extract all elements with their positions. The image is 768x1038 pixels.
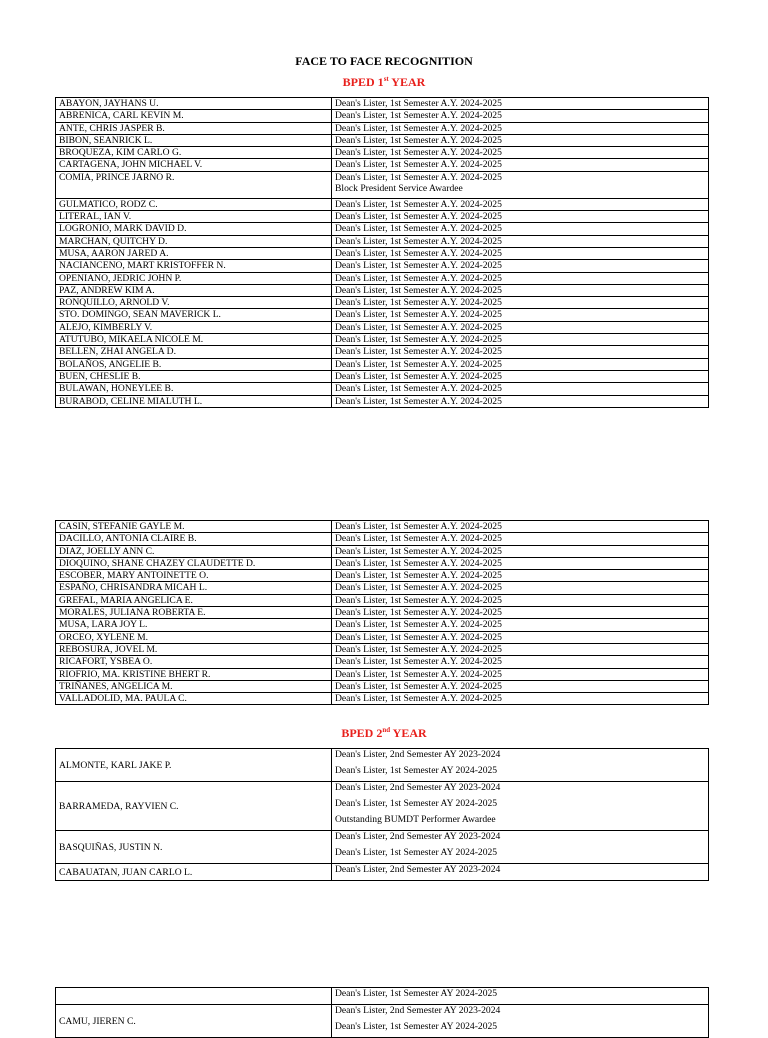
award-text: Dean's Lister, 1st Semester A.Y. 2024-2025 <box>335 247 502 259</box>
award-text: Dean's Lister, 1st Semester A.Y. 2024-2025 <box>335 171 502 183</box>
award-text: Dean's Lister, 1st Semester A.Y. 2024-2025 <box>335 656 502 668</box>
award-cell <box>332 656 709 668</box>
student-name: ANTE, CHRIS JASPER B. <box>56 122 332 134</box>
award-text: Dean's Lister, 1st Semester A.Y. 2024-2025 <box>335 122 502 134</box>
first-year-table-part-1 <box>55 97 709 408</box>
student-name: CARTAGENA, JOHN MICHAEL V. <box>56 159 332 171</box>
award-text: Dean's Lister, 2nd Semester AY 2023-2024 <box>335 831 501 842</box>
table-row <box>56 831 709 864</box>
table-row <box>56 110 709 122</box>
table-row <box>56 284 709 296</box>
student-name: MUSA, AARON JARED A. <box>56 247 332 259</box>
student-name: BIBON, SEANRICK L. <box>56 134 332 146</box>
table-row <box>56 272 709 284</box>
student-name: BULAWAN, HONEYLEE B. <box>56 383 332 395</box>
student-name: BASQUIÑAS, JUSTIN N. <box>56 831 332 864</box>
table-row <box>56 643 709 655</box>
award-text: Dean's Lister, 1st Semester A.Y. 2024-2025 <box>335 159 502 171</box>
award-cell <box>332 211 709 223</box>
award-text: Dean's Lister, 1st Semester A.Y. 2024-2025 <box>335 533 502 545</box>
table-row <box>56 358 709 370</box>
table-row <box>56 395 709 407</box>
table-row <box>56 594 709 606</box>
award-text: Dean's Lister, 1st Semester A.Y. 2024-2025 <box>335 582 502 594</box>
award-cell <box>332 235 709 247</box>
table-row <box>56 309 709 321</box>
table-row <box>56 223 709 235</box>
award-cell <box>332 223 709 235</box>
table-row <box>56 1005 709 1038</box>
second-year-table-part-1 <box>55 748 709 881</box>
award-text: Dean's Lister, 1st Semester A.Y. 2024-2025 <box>335 98 502 109</box>
student-name: BARRAMEDA, RAYVIEN C. <box>56 782 332 831</box>
student-name: DIAZ, JOELLY ANN C. <box>56 545 332 557</box>
award-text: Dean's Lister, 1st Semester A.Y. 2024-2025 <box>335 358 502 370</box>
award-text: Dean's Lister, 1st Semester AY 2024-2025 <box>335 988 498 999</box>
student-name: MARCHAN, QUITCHY D. <box>56 235 332 247</box>
table-row <box>56 782 709 831</box>
award-text: Dean's Lister, 1st Semester A.Y. 2024-2025 <box>335 619 502 631</box>
award-text: Dean's Lister, 1st Semester A.Y. 2024-2025 <box>335 545 502 557</box>
student-name: ATUTUBO, MIKAELA NICOLE M. <box>56 334 332 346</box>
award-text: Dean's Lister, 1st Semester A.Y. 2024-2025 <box>335 147 502 159</box>
table-row <box>56 198 709 210</box>
student-name: COMIA, PRINCE JARNO R. <box>56 171 332 198</box>
award-cell <box>332 346 709 358</box>
award-text: Dean's Lister, 1st Semester AY 2024-2025 <box>335 847 498 858</box>
award-cell <box>332 864 709 881</box>
table-row <box>56 864 709 881</box>
award-text: Dean's Lister, 1st Semester A.Y. 2024-2025 <box>335 668 502 680</box>
table-row <box>56 370 709 382</box>
award-cell <box>332 297 709 309</box>
award-cell <box>332 782 709 831</box>
award-cell <box>332 1005 709 1038</box>
table-row <box>56 521 709 533</box>
award-cell <box>332 693 709 705</box>
award-text: Dean's Lister, 1st Semester A.Y. 2024-2025 <box>335 110 502 122</box>
student-name: LOGRONIO, MARK DAVID D. <box>56 223 332 235</box>
table-row <box>56 749 709 782</box>
second-year-table-part-2 <box>55 987 709 1038</box>
student-name: GULMATICO, RODZ C. <box>56 198 332 210</box>
student-name: CAMU, JIEREN C. <box>56 1005 332 1038</box>
table-row <box>56 680 709 692</box>
award-cell <box>332 395 709 407</box>
award-text: Dean's Lister, 1st Semester A.Y. 2024-2025 <box>335 321 502 333</box>
student-name: ESPAÑO, CHRISANDRA MICAH L. <box>56 582 332 594</box>
award-text: Dean's Lister, 1st Semester A.Y. 2024-2025 <box>335 223 502 235</box>
table-row <box>56 247 709 259</box>
student-name: RIOFRIO, MA. KRISTINE BHERT R. <box>56 668 332 680</box>
award-text: Dean's Lister, 1st Semester A.Y. 2024-2025 <box>335 346 502 358</box>
award-cell <box>332 570 709 582</box>
student-name: CASIN, STEFANIE GAYLE M. <box>56 521 332 533</box>
student-name <box>56 988 332 1005</box>
award-text: Dean's Lister, 1st Semester A.Y. 2024-2025 <box>335 521 502 532</box>
table-row <box>56 607 709 619</box>
award-text: Dean's Lister, 1st Semester A.Y. 2024-2025 <box>335 383 502 395</box>
student-name: PAZ, ANDREW KIM A. <box>56 284 332 296</box>
table-row <box>56 582 709 594</box>
student-name: REBOSURA, JOVEL M. <box>56 643 332 655</box>
award-text: Block President Service Awardee <box>335 182 463 194</box>
award-text: Dean's Lister, 1st Semester A.Y. 2024-2025 <box>335 134 502 146</box>
award-text: Dean's Lister, 2nd Semester AY 2023-2024 <box>335 1005 501 1016</box>
student-name: NACIANCENO, MART KRISTOFFER N. <box>56 260 332 272</box>
award-cell <box>332 594 709 606</box>
award-text: Dean's Lister, 1st Semester A.Y. 2024-2025 <box>335 260 502 272</box>
student-name: BURABOD, CELINE MIALUTH L. <box>56 395 332 407</box>
table-row <box>56 122 709 134</box>
student-name: GREFAL, MARIA ANGELICA E. <box>56 594 332 606</box>
award-cell <box>332 98 709 110</box>
award-cell <box>332 321 709 333</box>
award-cell <box>332 668 709 680</box>
award-text: Dean's Lister, 1st Semester AY 2024-2025 <box>335 1021 498 1032</box>
table-row <box>56 134 709 146</box>
award-cell <box>332 198 709 210</box>
table-row <box>56 260 709 272</box>
student-name: BUEN, CHESLIE B. <box>56 370 332 382</box>
student-name: DACILLO, ANTONIA CLAIRE B. <box>56 533 332 545</box>
award-cell <box>332 607 709 619</box>
table-row <box>56 321 709 333</box>
award-cell <box>332 334 709 346</box>
award-text: Dean's Lister, 1st Semester A.Y. 2024-2025 <box>335 693 502 705</box>
student-name: ORCEO, XYLENE M. <box>56 631 332 643</box>
award-cell <box>332 557 709 569</box>
student-name: CABAUATAN, JUAN CARLO L. <box>56 864 332 881</box>
award-text: Dean's Lister, 1st Semester A.Y. 2024-2025 <box>335 570 502 582</box>
student-name: LITERAL, IAN V. <box>56 211 332 223</box>
award-cell <box>332 147 709 159</box>
table-row <box>56 297 709 309</box>
student-name: RICAFORT, YSBEA O. <box>56 656 332 668</box>
student-name: ABRENICA, CARL KEVIN M. <box>56 110 332 122</box>
award-text: Dean's Lister, 1st Semester A.Y. 2024-2025 <box>335 680 502 692</box>
table-row <box>56 557 709 569</box>
award-cell <box>332 247 709 259</box>
award-text: Dean's Lister, 1st Semester A.Y. 2024-2025 <box>335 370 502 382</box>
student-name: TRIÑANES, ANGELICA M. <box>56 680 332 692</box>
student-name: ALEJO, KIMBERLY V. <box>56 321 332 333</box>
award-cell <box>332 171 709 198</box>
award-cell <box>332 619 709 631</box>
award-text: Dean's Lister, 1st Semester A.Y. 2024-2025 <box>335 607 502 619</box>
student-name: OPENIANO, JEDRIC JOHN P. <box>56 272 332 284</box>
award-cell <box>332 272 709 284</box>
award-text: Dean's Lister, 1st Semester A.Y. 2024-2025 <box>335 309 502 321</box>
table-row <box>56 159 709 171</box>
first-year-table-part-2 <box>55 520 709 705</box>
award-text: Outstanding BUMDT Performer Awardee <box>335 814 496 825</box>
award-cell <box>332 533 709 545</box>
student-name: RONQUILLO, ARNOLD V. <box>56 297 332 309</box>
award-text: Dean's Lister, 1st Semester A.Y. 2024-2025 <box>335 631 502 643</box>
table-row <box>56 988 709 1005</box>
student-name: MORALES, JULIANA ROBERTA E. <box>56 607 332 619</box>
table-row <box>56 147 709 159</box>
section-heading-2nd-year: BPED 2nd YEAR <box>341 726 427 740</box>
award-cell <box>332 309 709 321</box>
table-row <box>56 693 709 705</box>
student-name: ALMONTE, KARL JAKE P. <box>56 749 332 782</box>
award-cell <box>332 383 709 395</box>
table-row <box>56 631 709 643</box>
award-text: Dean's Lister, 1st Semester A.Y. 2024-2025 <box>335 334 502 346</box>
table-row <box>56 545 709 557</box>
award-text: Dean's Lister, 1st Semester A.Y. 2024-2025 <box>335 557 502 569</box>
table-row <box>56 570 709 582</box>
table-row <box>56 171 709 198</box>
table-row <box>56 533 709 545</box>
student-name: DIOQUINO, SHANE CHAZEY CLAUDETTE D. <box>56 557 332 569</box>
award-text: Dean's Lister, 1st Semester A.Y. 2024-2025 <box>335 643 502 655</box>
document-title: FACE TO FACE RECOGNITION <box>295 54 473 68</box>
award-cell <box>332 122 709 134</box>
student-name: ABAYON, JAYHANS U. <box>56 98 332 110</box>
student-name: BOLAÑOS, ANGELIE B. <box>56 358 332 370</box>
award-cell <box>332 134 709 146</box>
award-text: Dean's Lister, 1st Semester AY 2024-2025 <box>335 798 498 809</box>
table-row <box>56 211 709 223</box>
award-cell <box>332 260 709 272</box>
award-text: Dean's Lister, 1st Semester A.Y. 2024-2025 <box>335 284 502 296</box>
award-cell <box>332 358 709 370</box>
award-cell <box>332 582 709 594</box>
award-text: Dean's Lister, 1st Semester A.Y. 2024-2025 <box>335 297 502 309</box>
award-cell <box>332 831 709 864</box>
table-row <box>56 383 709 395</box>
award-cell <box>332 749 709 782</box>
award-text: Dean's Lister, 2nd Semester AY 2023-2024 <box>335 864 501 875</box>
award-text: Dean's Lister, 1st Semester A.Y. 2024-2025 <box>335 211 502 223</box>
award-cell <box>332 545 709 557</box>
student-name: BELLEN, ZHAI ANGELA D. <box>56 346 332 358</box>
award-cell <box>332 631 709 643</box>
award-text: Dean's Lister, 1st Semester A.Y. 2024-2025 <box>335 395 502 407</box>
student-name: VALLADOLID, MA. PAULA C. <box>56 693 332 705</box>
student-name: ESCOBER, MARY ANTOINETTE O. <box>56 570 332 582</box>
award-cell <box>332 110 709 122</box>
table-row <box>56 668 709 680</box>
award-text: Dean's Lister, 1st Semester AY 2024-2025 <box>335 765 498 776</box>
award-text: Dean's Lister, 1st Semester A.Y. 2024-2025 <box>335 272 502 284</box>
table-row <box>56 98 709 110</box>
award-cell <box>332 680 709 692</box>
award-cell <box>332 159 709 171</box>
student-name: BROQUEZA, KIM CARLO G. <box>56 147 332 159</box>
award-text: Dean's Lister, 1st Semester A.Y. 2024-2025 <box>335 235 502 247</box>
student-name: MUSA, LARA JOY L. <box>56 619 332 631</box>
student-name: STO. DOMINGO, SEAN MAVERICK L. <box>56 309 332 321</box>
award-text: Dean's Lister, 1st Semester A.Y. 2024-2025 <box>335 594 502 606</box>
award-cell <box>332 370 709 382</box>
table-row <box>56 656 709 668</box>
table-row <box>56 334 709 346</box>
award-text: Dean's Lister, 1st Semester A.Y. 2024-2025 <box>335 198 502 210</box>
award-cell <box>332 284 709 296</box>
award-cell <box>332 988 709 1005</box>
award-text: Dean's Lister, 2nd Semester AY 2023-2024 <box>335 782 501 793</box>
table-row <box>56 235 709 247</box>
award-cell <box>332 521 709 533</box>
award-cell <box>332 643 709 655</box>
award-text: Dean's Lister, 2nd Semester AY 2023-2024 <box>335 749 501 760</box>
table-row <box>56 619 709 631</box>
table-row <box>56 346 709 358</box>
section-heading-1st-year: BPED 1st YEAR <box>342 75 426 89</box>
